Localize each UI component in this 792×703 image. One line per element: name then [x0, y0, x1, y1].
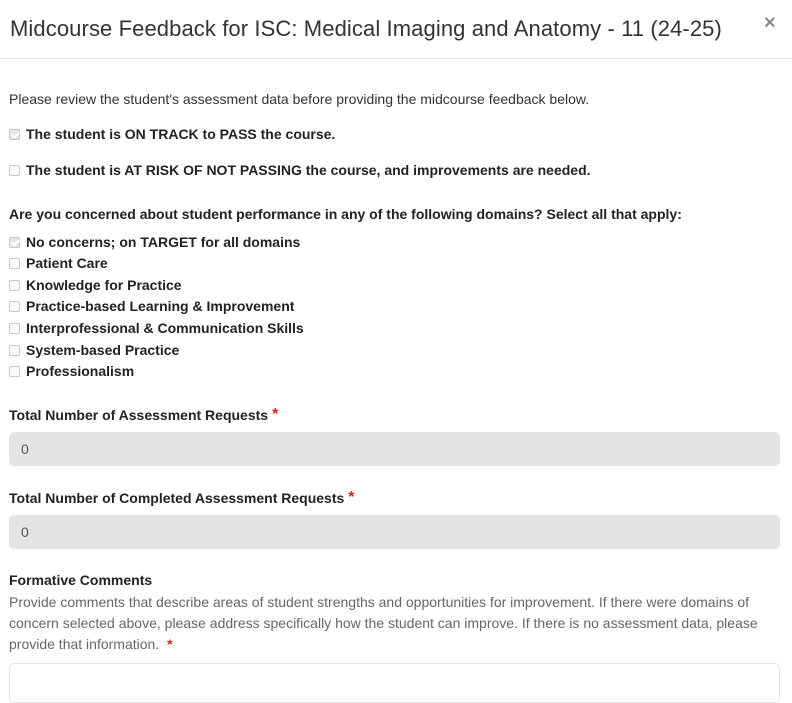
required-mark: *: [272, 406, 279, 423]
checkbox-system-based[interactable]: [9, 345, 20, 356]
domain-label: Practice-based Learning & Improvement: [26, 298, 295, 314]
total-requests-field[interactable]: 0: [9, 432, 780, 466]
completed-requests-label: Total Number of Completed Assessment Requests: [9, 490, 345, 506]
completed-requests-label-row: [9, 489, 355, 507]
domain-label: No concerns; on TARGET for all domains: [26, 234, 301, 250]
domain-option-system-based[interactable]: [9, 342, 179, 358]
formative-comments-label: Formative Comments: [9, 572, 153, 588]
formative-comments-textarea[interactable]: [9, 663, 780, 703]
modal-title: Midcourse Feedback for ISC: Medical Imaging and Anatomy - 11 (24-25): [10, 16, 722, 41]
required-mark: *: [348, 489, 355, 506]
domain-option-interprofessional[interactable]: [9, 320, 304, 336]
domain-label: Professionalism: [26, 363, 135, 379]
checkbox-at-risk[interactable]: [9, 165, 20, 176]
status-option-at-risk[interactable]: [9, 162, 591, 178]
intro-text: Please review the student's assessment data before providing the midcourse feedback below.: [9, 91, 590, 107]
domains-question: Are you concerned about student performance in any of the following domains? Select all that apply:: [9, 206, 682, 222]
domain-label: Patient Care: [26, 255, 108, 271]
checkbox-patient-care[interactable]: [9, 258, 20, 269]
checkbox-on-track[interactable]: [9, 129, 20, 140]
close-icon[interactable]: ×: [764, 12, 776, 34]
formative-comments-help: [9, 592, 785, 655]
domain-option-practice-based[interactable]: [9, 298, 294, 314]
domain-option-knowledge[interactable]: [9, 277, 182, 293]
total-requests-label-row: [9, 406, 278, 424]
completed-requests-field[interactable]: 0: [9, 515, 780, 549]
domain-option-professionalism[interactable]: [9, 363, 134, 379]
status-option-label: The student is ON TRACK to PASS the course.: [26, 126, 336, 142]
domain-label: Knowledge for Practice: [26, 277, 182, 293]
status-option-label: The student is AT RISK OF NOT PASSING the course, and improvements are needed.: [26, 162, 591, 178]
formative-comments-label-row: [9, 572, 152, 588]
checkbox-professionalism[interactable]: [9, 366, 20, 377]
checkbox-interprofessional[interactable]: [9, 323, 20, 334]
status-option-on-track[interactable]: [9, 126, 335, 142]
domain-option-no-concerns[interactable]: [9, 234, 300, 250]
total-requests-label: Total Number of Assessment Requests: [9, 407, 269, 423]
checkbox-practice-based[interactable]: [9, 301, 20, 312]
domain-label: System-based Practice: [26, 342, 180, 358]
formative-help-text: Provide comments that describe areas of student strengths and opportunities for improvement. If there were domains of concern selected above, please address specifically how the student can improve. If there is no assessment data, please provide that information.: [9, 594, 758, 652]
checkbox-knowledge[interactable]: [9, 280, 20, 291]
modal-header: [0, 0, 792, 59]
required-mark: *: [167, 636, 173, 652]
checkbox-no-concerns[interactable]: [9, 237, 20, 248]
domain-label: Interprofessional & Communication Skills: [26, 320, 304, 336]
domain-option-patient-care[interactable]: [9, 255, 108, 271]
